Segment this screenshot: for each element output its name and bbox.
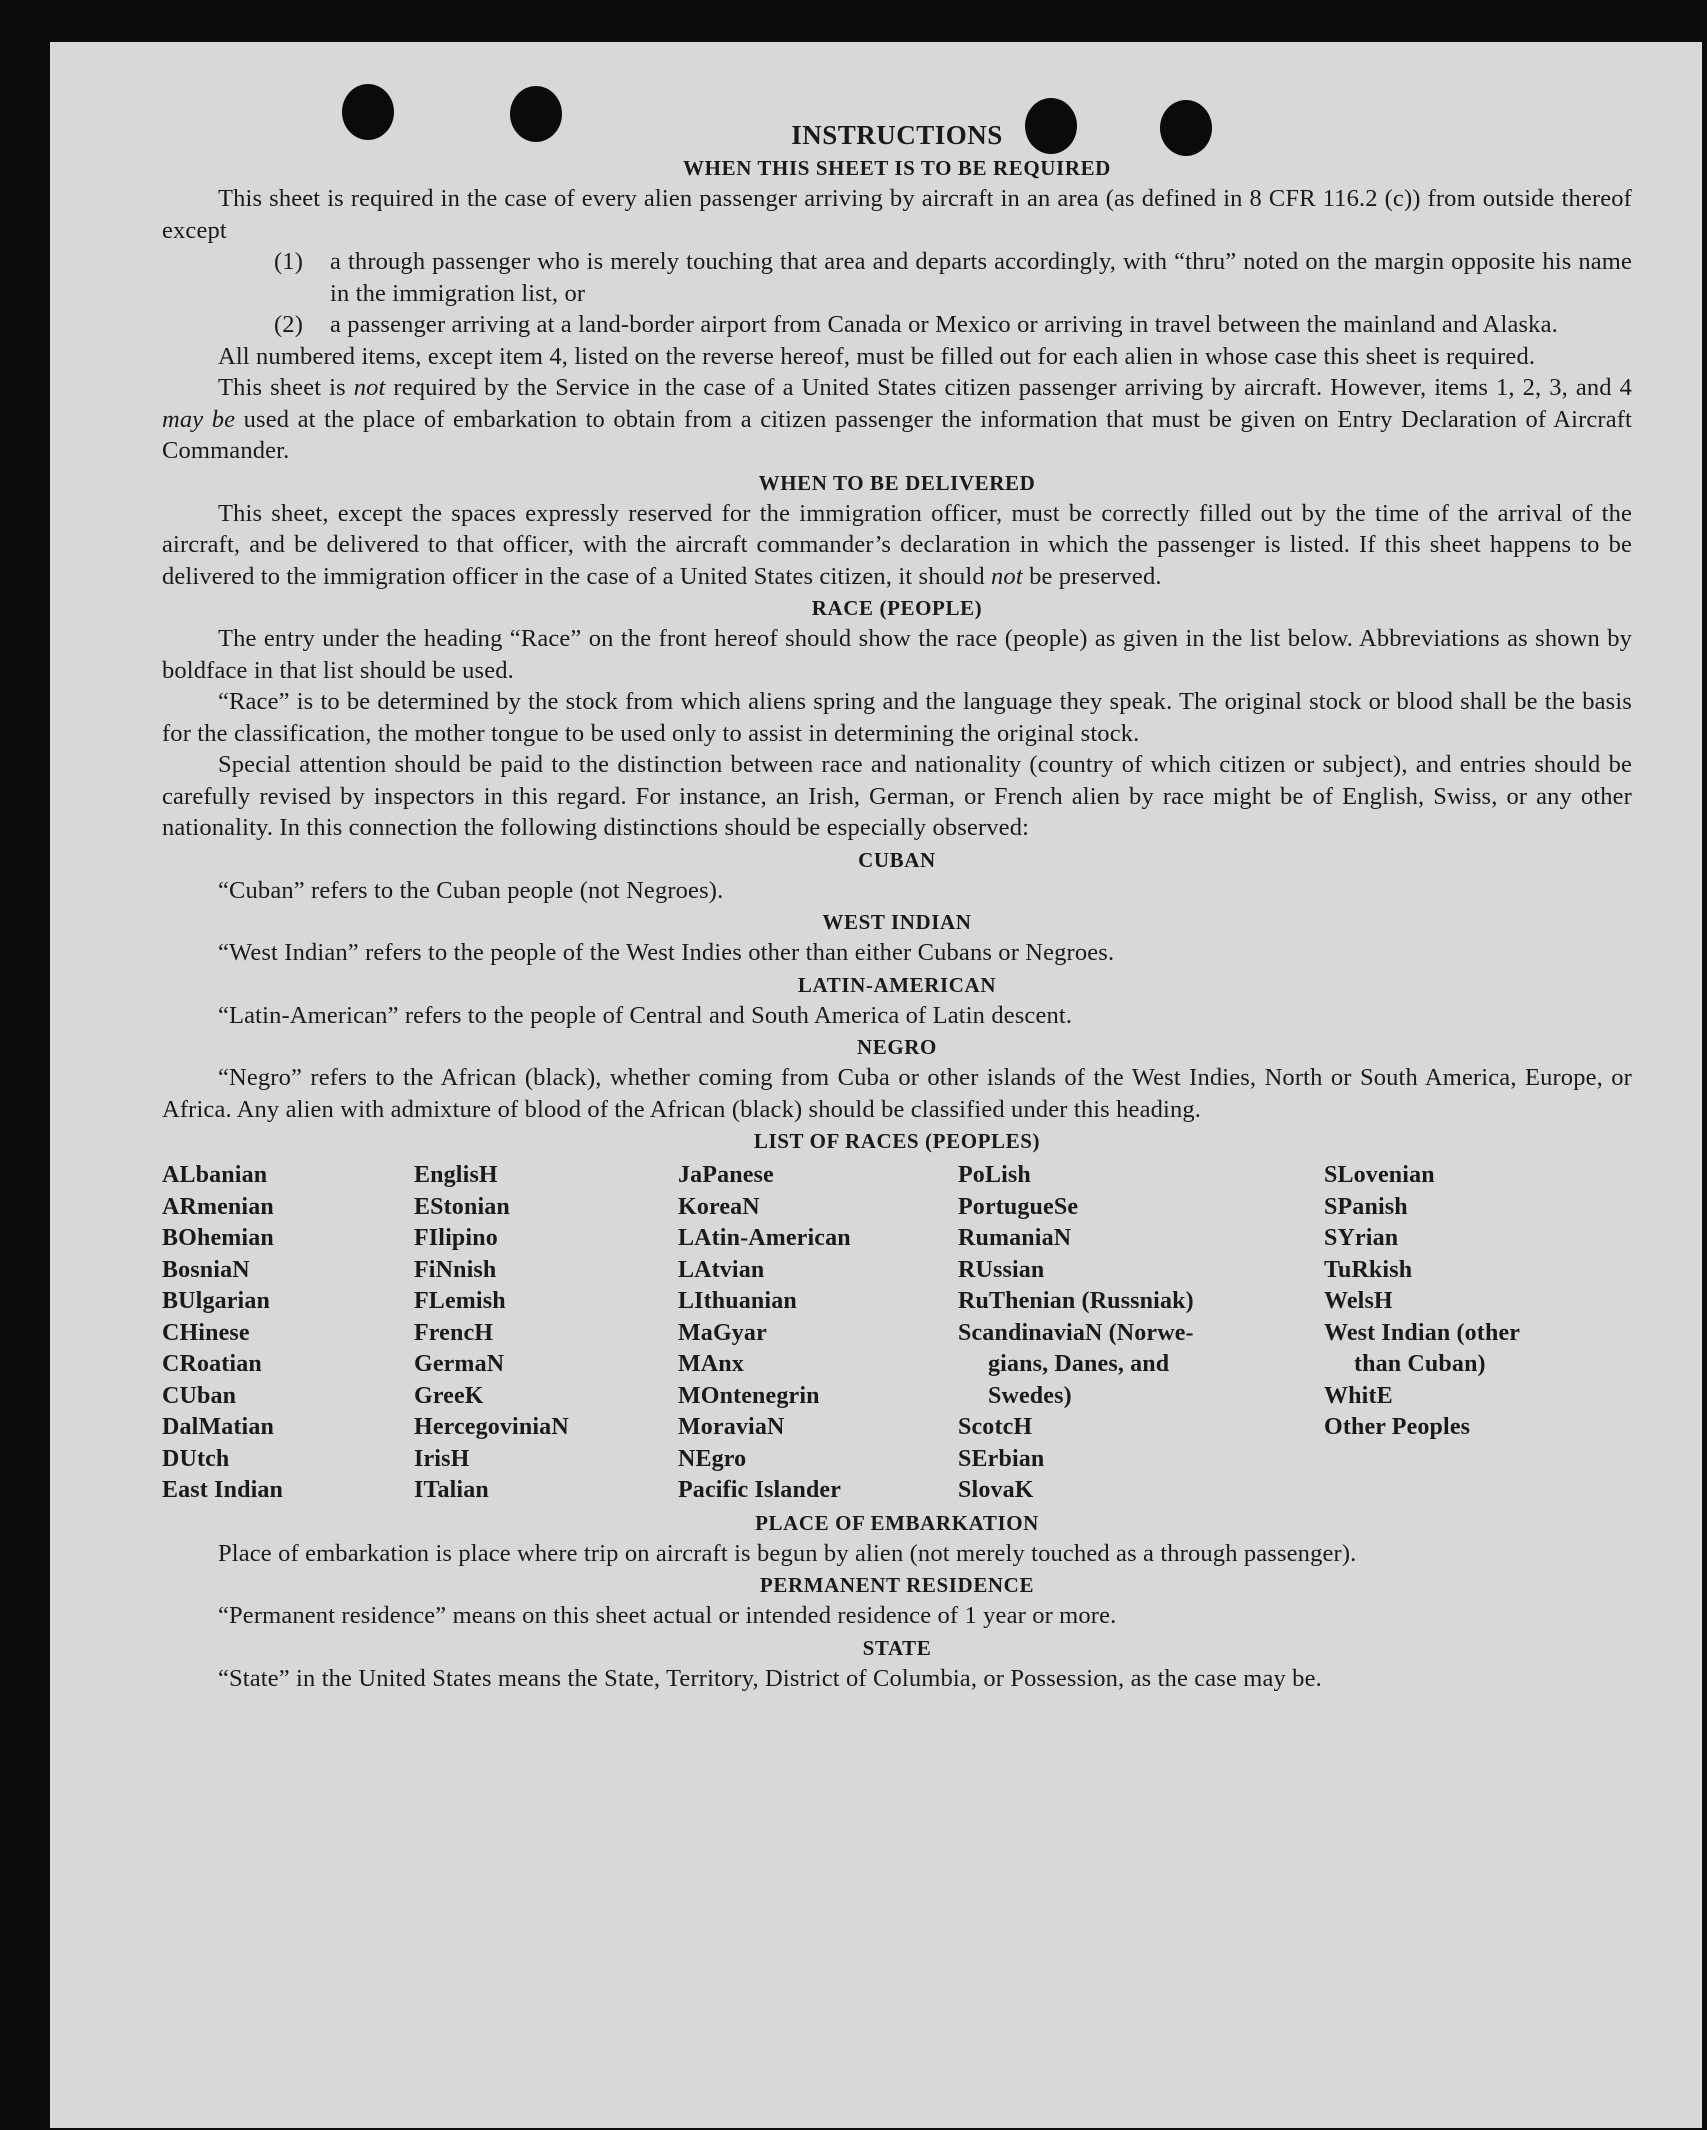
paragraph: “State” in the United States means the State, Territory, District of Columbia, or Possession, as the case may be.: [218, 1664, 1322, 1692]
race-item: SErbian: [958, 1445, 1045, 1472]
race-item: WelsH: [1324, 1288, 1393, 1314]
race-item: DUtch: [162, 1445, 230, 1472]
italic-run: not: [991, 562, 1023, 590]
text-run: This sheet, except the spaces expressly reserved for the immigration officer, must be correctly filled out by the time of the arrival of the aircraft, and be delivered to that officer, with the aircraft commander’s declaration in which the passenger is listed. If this sheet happens to be delivered to the immigration officer in the case of a United States citizen, it should: [162, 499, 1632, 590]
heading-state: STATE: [862, 1635, 932, 1660]
race-column: [162, 1160, 414, 1507]
race-column: [678, 1160, 958, 1507]
race-item: Other Peoples: [1324, 1414, 1471, 1440]
heading-west-indian: WEST INDIAN: [822, 910, 972, 934]
paragraph: Special attention should be paid to the distinction between race and nationality (country of which citizen or subject), and entries should be carefully revised by inspectors in this regard. For instance, an Irish, German, or French alien by race might be of English, Swiss, or any other nationality. In this connection the following distinctions should be especially observed:: [162, 751, 1632, 841]
race-column: [958, 1160, 1324, 1507]
race-item: PoLish: [958, 1162, 1031, 1188]
item-text: a through passenger who is merely touching that area and departs accordingly, with “thru” noted on the margin opposite his name in the immigration list, or: [330, 248, 1632, 307]
paragraph: All numbered items, except item 4, listed on the reverse hereof, must be filled out for each alien in whose case this sheet is required.: [218, 342, 1536, 370]
item-text: a passenger arriving at a land-border airport from Canada or Mexico or arriving in travel between the mainland and Alaska.: [330, 311, 1558, 338]
paragraph: “Cuban” refers to the Cuban people (not Negroes).: [218, 876, 724, 904]
race-item: CRoatian: [162, 1351, 262, 1377]
race-item: TuRkish: [1324, 1256, 1413, 1283]
race-item: NEgro: [678, 1445, 747, 1472]
text-run: used at the place of embarkation to obtain from a citizen passenger the information that must be given on Entry Declaration of Aircraft Commander.: [162, 405, 1633, 464]
heading-place-of-embarkation: PLACE OF EMBARKATION: [755, 1510, 1039, 1535]
heading-list-of-races: LIST OF RACES (PEOPLES): [753, 1129, 1041, 1153]
race-item-continued: than Cuban): [1354, 1351, 1486, 1377]
race-item: Pacific Islander: [678, 1477, 842, 1503]
race-column: [414, 1160, 678, 1507]
race-item: RumaniaN: [958, 1225, 1072, 1251]
race-item: ScandinaviaN (Norwe-: [958, 1319, 1194, 1346]
race-item: KoreaN: [678, 1193, 760, 1220]
heading-cuban: CUBAN: [858, 847, 936, 872]
race-item: MOntenegrin: [678, 1382, 820, 1409]
document-sheet: [50, 42, 1702, 2128]
text-run: This sheet is: [218, 374, 354, 401]
race-item: IrisH: [414, 1445, 470, 1472]
race-item: East Indian: [162, 1477, 284, 1503]
race-item: CHinese: [162, 1319, 250, 1346]
race-item: RUssian: [958, 1256, 1045, 1283]
list-item: [274, 309, 1632, 341]
race-item: ARmenian: [162, 1193, 274, 1220]
paragraph: “Latin-American” refers to the people of Central and South America of Latin descent.: [218, 1001, 1073, 1029]
race-item: JaPanese: [678, 1162, 774, 1188]
paragraph: “Negro” refers to the African (black), whether coming from Cuba or other islands of the West Indies, North or South America, Europe, or Africa. Any alien with admixture of blood of the African (black) should be classified under this heading.: [162, 1064, 1632, 1123]
italic-run: not: [353, 374, 386, 401]
race-item: SlovaK: [958, 1477, 1034, 1503]
race-item: FiNnish: [414, 1256, 497, 1283]
race-item: LIthuanian: [678, 1288, 797, 1314]
race-item: ALbanian: [162, 1162, 268, 1188]
race-item: MoraviaN: [678, 1414, 785, 1440]
race-item: EnglisH: [414, 1162, 498, 1188]
paragraph: The entry under the heading “Race” on the front hereof should show the race (people) as given in the list below. Abbreviations as shown by boldface in that list should be used.: [162, 625, 1632, 684]
race-item-continued: Swedes): [988, 1382, 1072, 1409]
instructions-content: [162, 118, 1632, 1694]
race-item: PortugueSe: [958, 1193, 1079, 1220]
race-item: WhitE: [1324, 1382, 1393, 1409]
race-item: FrencH: [414, 1319, 494, 1346]
race-column: [1324, 1160, 1624, 1507]
paragraph: This sheet is required in the case of every alien passenger arriving by aircraft in an area (as defined in 8 CFR 116.2 (c)) from outside thereof except: [162, 185, 1632, 244]
race-item: ScotcH: [958, 1414, 1033, 1440]
race-item: RuThenian (Russniak): [958, 1288, 1194, 1314]
list-item: [274, 246, 1632, 309]
item-number: (2): [274, 311, 304, 338]
race-item: BOhemian: [162, 1225, 274, 1251]
race-item: MAnx: [678, 1351, 744, 1377]
race-item: FIlipino: [414, 1225, 498, 1251]
heading-when-required: WHEN THIS SHEET IS TO BE REQUIRED: [683, 156, 1111, 180]
heading-latin-american: LATIN-AMERICAN: [797, 972, 997, 997]
race-item: SLovenian: [1324, 1162, 1435, 1188]
race-item: DalMatian: [162, 1414, 275, 1440]
paragraph: “Permanent residence” means on this sheet actual or intended residence of 1 year or more.: [218, 1602, 1117, 1629]
page-title: INSTRUCTIONS: [791, 120, 1003, 150]
text-run: required by the Service in the case of a United States citizen passenger arriving by aircraft. However, items 1, 2, 3, and 4: [385, 374, 1633, 401]
race-item: GermaN: [414, 1351, 505, 1377]
heading-race: RACE (PEOPLE): [811, 596, 983, 620]
race-item: SYrian: [1324, 1225, 1399, 1251]
paragraph: [162, 498, 1632, 593]
race-list: [162, 1160, 1632, 1507]
italic-run: may be: [162, 405, 236, 433]
race-item: West Indian (other: [1324, 1319, 1521, 1346]
text-run: be preserved.: [1022, 562, 1162, 590]
race-item: GreeK: [414, 1382, 484, 1409]
paragraph: Place of embarkation is place where trip on aircraft is begun by alien (not merely touched as a through passenger).: [218, 1539, 1357, 1567]
race-item: BUlgarian: [162, 1288, 271, 1314]
item-number: (1): [274, 248, 304, 275]
race-item: EStonian: [414, 1193, 510, 1220]
race-item: MaGyar: [678, 1319, 767, 1346]
race-item: LAtvian: [678, 1256, 765, 1283]
race-item-continued: gians, Danes, and: [988, 1351, 1170, 1377]
paragraph: “West Indian” refers to the people of the West Indies other than either Cubans or Negroes.: [218, 939, 1115, 966]
heading-permanent-residence: PERMANENT RESIDENCE: [759, 1573, 1035, 1597]
race-item: FLemish: [414, 1288, 506, 1314]
race-item: CUban: [162, 1382, 237, 1409]
race-item: LAtin-American: [678, 1225, 851, 1251]
race-item: HercegoviniaN: [414, 1414, 569, 1440]
paragraph: [162, 372, 1632, 467]
heading-when-delivered: WHEN TO BE DELIVERED: [758, 470, 1036, 495]
heading-negro: NEGRO: [856, 1035, 937, 1059]
race-item: BosniaN: [162, 1256, 250, 1283]
paragraph: “Race” is to be determined by the stock from which aliens spring and the language they speak. The original stock or blood shall be the basis for the classification, the mother tongue to be used only to assist in determining the original stock.: [162, 688, 1632, 747]
race-item: SPanish: [1324, 1193, 1408, 1220]
race-item: ITalian: [414, 1477, 489, 1503]
